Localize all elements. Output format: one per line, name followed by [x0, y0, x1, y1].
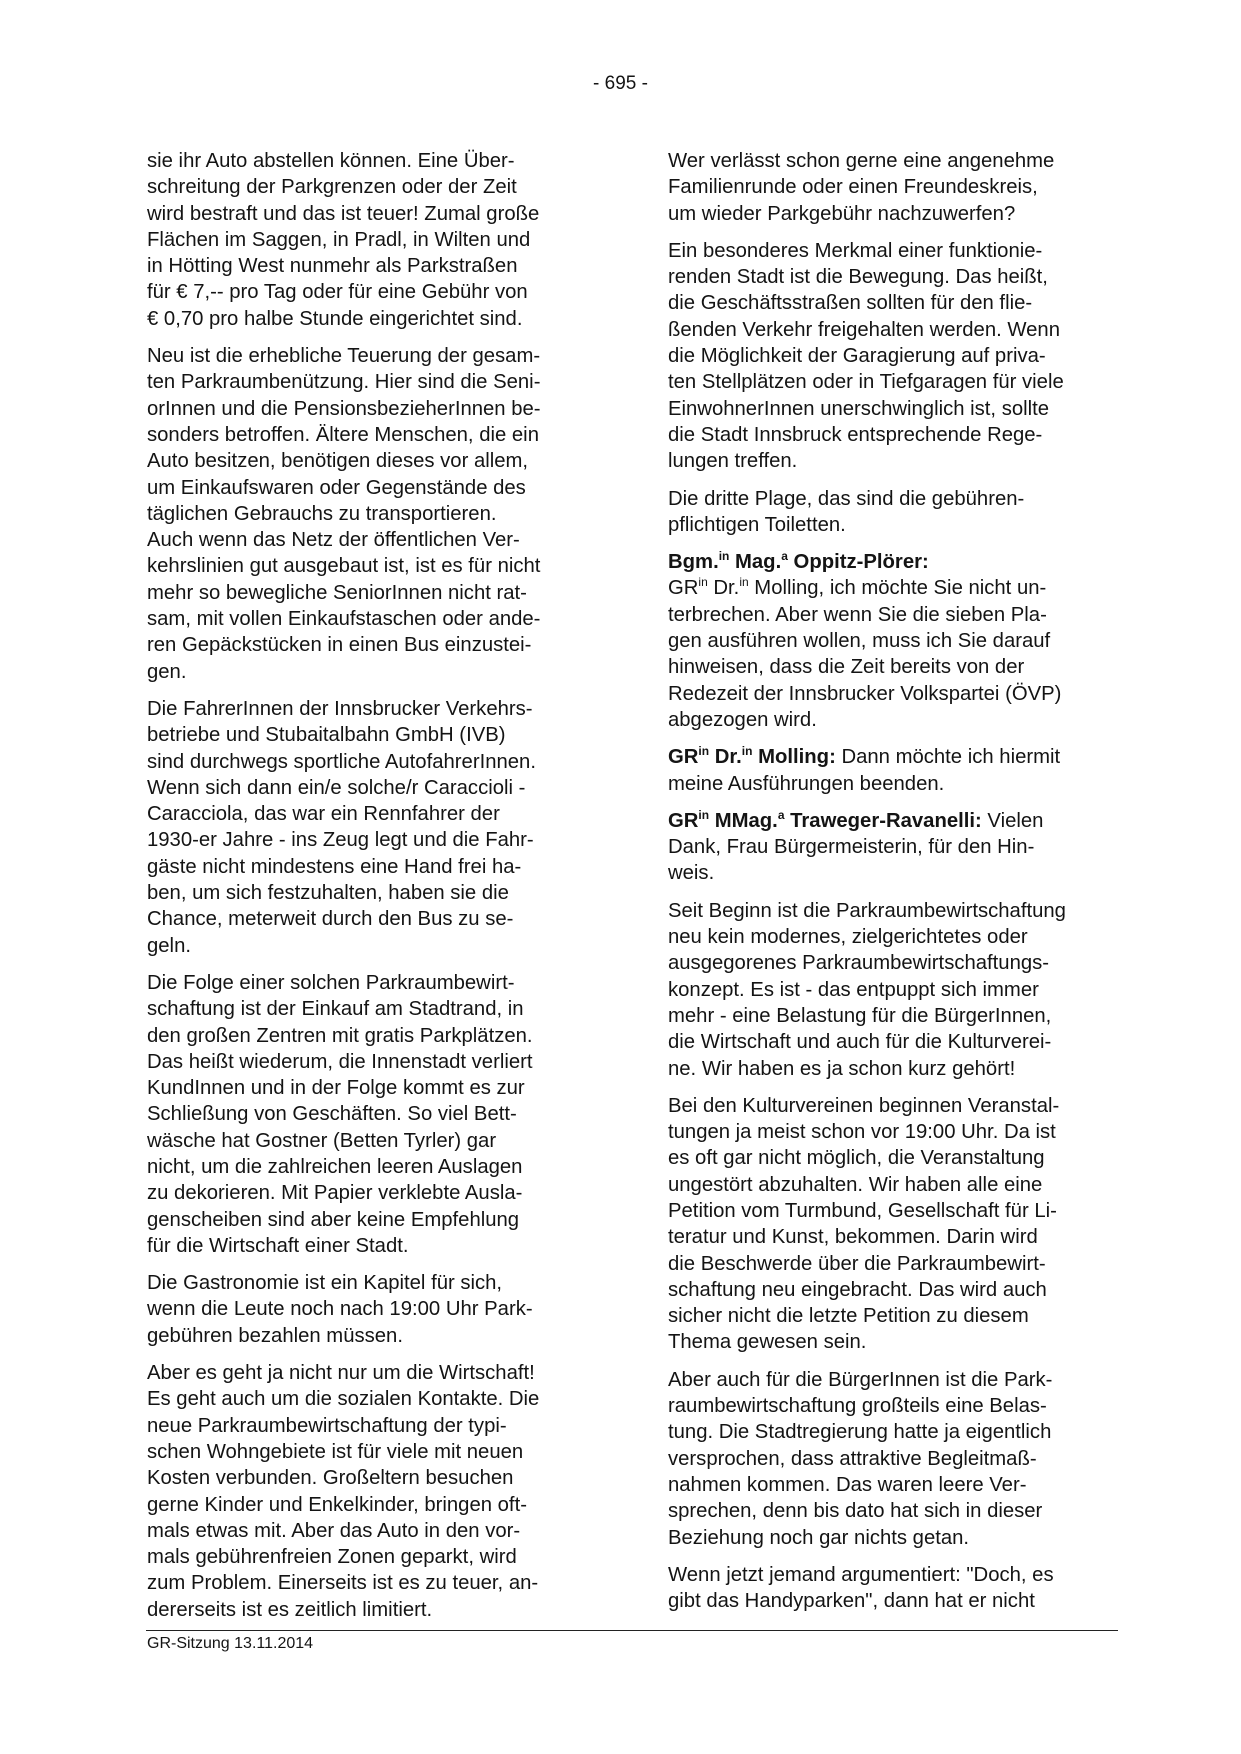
text-line: EinwohnerInnen unerschwinglich ist, sollte	[668, 397, 1050, 420]
text-line: Die Folge einer solchen Parkraumbewirt-	[147, 971, 515, 994]
text-line: meine Ausführungen beenden.	[668, 772, 945, 795]
text-line: täglichen Gebrauchs zu transportieren.	[147, 502, 497, 525]
text-line: $GR^{in}$ Dr.$^{in}$ Molling, ich möchte Sie nicht un-	[668, 575, 1047, 600]
text-line: gibt das Handyparken", dann hat er nicht	[668, 1590, 1035, 1613]
paragraph	[147, 696, 602, 959]
speaker-name: $GR^{in}$ MMag.$^a$ Traweger-Ravanelli:	[668, 807, 982, 832]
text-line: zu dekorieren. Mit Papier verklebte Ausla-	[147, 1182, 523, 1205]
text-line: terbrechen. Aber wenn Sie die sieben Pla-	[668, 603, 1047, 626]
text-line: den großen Zentren mit gratis Parkplätzen.	[147, 1024, 533, 1047]
text-line: die Stadt Innsbruck entsprechende Rege-	[668, 423, 1043, 446]
speaker-name: $GR^{in}$ Dr.$^{in}$ Molling:	[668, 744, 836, 769]
text-line: in Hötting West nunmehr als Parkstraßen	[147, 255, 518, 278]
speech-paragraph	[668, 744, 1123, 797]
text-line: schaftung ist der Einkauf am Stadtrand, in	[147, 998, 524, 1021]
text-line: $GR^{in}$ Dr.$^{in}$ Molling: Dann möchte ich hiermit	[668, 744, 1061, 769]
text-line: Thema gewesen sein.	[668, 1331, 867, 1354]
text-line: Die FahrerInnen der Innsbrucker Verkehrs-	[147, 697, 533, 720]
text-line: tungen ja meist schon vor 19:00 Uhr. Da ist	[668, 1121, 1056, 1144]
text-line: pflichtigen Toiletten.	[668, 513, 846, 536]
paragraph	[668, 1367, 1123, 1551]
text-line: Neu ist die erhebliche Teuerung der gesam-	[147, 345, 541, 368]
text-line: renden Stadt ist die Bewegung. Das heißt,	[668, 266, 1048, 289]
paragraph	[668, 898, 1123, 1082]
text-line: Wer verlässt schon gerne eine angenehme	[668, 150, 1055, 172]
text-line: mehr so bewegliche SeniorInnen nicht rat-	[147, 581, 527, 604]
text-line: ben, um sich festzuhalten, haben sie die	[147, 882, 509, 905]
text-line: abgezogen wird.	[668, 708, 817, 731]
text-line: dererseits ist es zeitlich limitiert.	[147, 1598, 433, 1621]
text-line: Familienrunde oder einen Freundeskreis,	[668, 176, 1038, 199]
text-line: sicher nicht die letzte Petition zu diesem	[668, 1305, 1029, 1328]
text-line: die Wirtschaft und auch für die Kulturverei-	[668, 1031, 1052, 1054]
text-line: Schließung von Geschäften. So viel Bett-	[147, 1103, 517, 1126]
text-line: ausgegorenes Parkraumbewirtschaftungs-	[668, 952, 1050, 975]
text-line: Flächen im Saggen, in Pradl, in Wilten und	[147, 228, 531, 251]
text-line: die Beschwerde über die Parkraumbewirt-	[668, 1252, 1046, 1275]
footer-session-label: GR-Sitzung 13.11.2014	[147, 1635, 314, 1652]
text-line: schaftung neu eingebracht. Das wird auch	[668, 1278, 1047, 1301]
speech-paragraph	[668, 549, 1123, 733]
text-line: Redezeit der Innsbrucker Volkspartei (ÖVP)	[668, 682, 1062, 705]
speech-paragraph	[668, 808, 1123, 887]
text-line: orInnen und die PensionsbezieherInnen be-	[147, 397, 541, 420]
text-line: sprechen, denn bis dato hat sich in dieser	[668, 1500, 1043, 1523]
text-line: Auch wenn das Netz der öffentlichen Ver-	[147, 529, 520, 552]
text-line: sind durchwegs sportliche AutofahrerInnen.	[147, 750, 536, 773]
text-line: konzept. Es ist - das entpuppt sich immer	[668, 978, 1039, 1001]
text-line: für die Wirtschaft einer Stadt.	[147, 1234, 409, 1257]
text-line: schreitung der Parkgrenzen oder der Zeit	[147, 176, 517, 199]
text-line: Auto besitzen, benötigen dieses vor allem,	[147, 450, 529, 473]
text-line: um Einkaufswaren oder Gegenstände des	[147, 476, 526, 499]
text-line: die Geschäftsstraßen sollten für den flie-	[668, 292, 1033, 315]
text-line: KundInnen und in der Folge kommt es zur	[147, 1077, 525, 1100]
paragraph	[147, 970, 602, 1259]
right-column	[668, 148, 1123, 1625]
text-line: Caracciola, das war ein Rennfahrer der	[147, 803, 500, 826]
text-line: 1930-er Jahre - ins Zeug legt und die Fahr-	[147, 829, 534, 852]
paragraph	[147, 1270, 602, 1349]
text-line: es oft gar nicht möglich, die Veranstaltung	[668, 1147, 1045, 1170]
paragraph	[668, 486, 1123, 539]
text-line: € 0,70 pro halbe Stunde eingerichtet sind.	[147, 307, 523, 330]
text-line: versprochen, dass attraktive Begleitmaß-	[668, 1447, 1037, 1470]
text-line: geln.	[147, 934, 191, 957]
paragraph	[147, 148, 602, 332]
text-line: Bei den Kulturvereinen beginnen Veranstal-	[668, 1094, 1060, 1117]
text-line: Die dritte Plage, das sind die gebühren-	[668, 487, 1025, 510]
text-line: wenn die Leute noch nach 19:00 Uhr Park-	[147, 1298, 533, 1321]
text-line: Aber auch für die BürgerInnen ist die Park-	[668, 1368, 1053, 1391]
paragraph	[668, 1093, 1123, 1356]
text-line: Kosten verbunden. Großeltern besuchen	[147, 1467, 514, 1490]
text-line: sonders betroffen. Ältere Menschen, die ein	[147, 423, 539, 446]
text-line: mals gebührenfreien Zonen geparkt, wird	[147, 1546, 517, 1569]
text-line: gebühren bezahlen müssen.	[147, 1324, 403, 1347]
text-line: $GR^{in}$ MMag.$^a$ Traweger-Ravanelli: Vielen	[668, 807, 1044, 832]
text-line: Chance, meterweit durch den Bus zu se-	[147, 908, 514, 931]
footer-divider	[146, 1630, 1118, 1631]
text-line: raumbewirtschaftung großteils eine Belas-	[668, 1395, 1047, 1418]
text-line: ten Parkraumbenützung. Hier sind die Seni-	[147, 371, 541, 394]
text-line: gen ausführen wollen, muss ich Sie darauf	[668, 630, 1051, 653]
text-line: um wieder Parkgebühr nachzuwerfen?	[668, 202, 1016, 225]
text-line: tung. Die Stadtregierung hatte ja eigentlich	[668, 1421, 1052, 1444]
paragraph	[668, 1562, 1123, 1615]
text-line: kehrslinien gut ausgebaut ist, ist es für nicht	[147, 555, 541, 578]
paragraph	[668, 238, 1123, 475]
paragraph	[668, 148, 1123, 227]
speaker-name: Bgm.$^{in}$ Mag.$^a$ Oppitz-Plörer:	[668, 549, 929, 574]
text-line: neue Parkraumbewirtschaftung der typi-	[147, 1414, 507, 1437]
paragraph	[147, 343, 602, 685]
text-line: lungen treffen.	[668, 450, 798, 473]
text-line: sam, mit vollen Einkaufstaschen oder ande-	[147, 608, 541, 631]
text-line: Ein besonderes Merkmal einer funktionie-	[668, 239, 1043, 262]
page-number: - 695 -	[593, 73, 648, 94]
text-line: ungestört abzuhalten. Wir haben alle eine	[668, 1173, 1043, 1196]
text-line: Beziehung noch gar nichts getan.	[668, 1526, 970, 1549]
text-line: Seit Beginn ist die Parkraumbewirtschaftung	[668, 899, 1066, 922]
text-line: Dank, Frau Bürgermeisterin, für den Hin-	[668, 836, 1035, 859]
text-line: wäsche hat Gostner (Betten Tyrler) gar	[147, 1129, 497, 1152]
text-line: mehr - eine Belastung für die BürgerInnen,	[668, 1004, 1052, 1027]
text-line: mals etwas mit. Aber das Auto in den vor-	[147, 1519, 521, 1542]
text-line: genscheiben sind aber keine Empfehlung	[147, 1208, 520, 1231]
text-line: weis.	[668, 862, 715, 885]
text-line: ten Stellplätzen oder in Tiefgaragen für viele	[668, 371, 1064, 394]
text-line: für € 7,-- pro Tag oder für eine Gebühr von	[147, 281, 528, 304]
text-line: gen.	[147, 660, 187, 683]
text-line: wird bestraft und das ist teuer! Zumal große	[147, 202, 540, 225]
text-line: ren Gepäckstücken in einen Bus einzustei-	[147, 634, 532, 657]
text-line: gäste nicht mindestens eine Hand frei ha-	[147, 855, 522, 878]
left-column	[147, 148, 602, 1634]
text-line: zum Problem. Einerseits ist es zu teuer, an-	[147, 1572, 539, 1595]
text-line: Wenn sich dann ein/e solche/r Caraccioli -	[147, 776, 526, 799]
text-line: Wenn jetzt jemand argumentiert: "Doch, es	[668, 1563, 1054, 1586]
text-line: schen Wohngebiete ist für viele mit neuen	[147, 1440, 524, 1463]
text-line: gerne Kinder und Enkelkinder, bringen oft-	[147, 1493, 527, 1516]
text-line: die Möglichkeit der Garagierung auf priva-	[668, 345, 1046, 368]
text-line: ßenden Verkehr freigehalten werden. Wenn	[668, 318, 1060, 341]
text-line: betriebe und Stubaitalbahn GmbH (IVB)	[147, 724, 506, 747]
text-line: Es geht auch um die sozialen Kontakte. Die	[147, 1388, 540, 1411]
text-line: Petition vom Turmbund, Gesellschaft für Li-	[668, 1199, 1057, 1222]
paragraph	[147, 1360, 602, 1623]
text-line: ne. Wir haben es ja schon kurz gehört!	[668, 1057, 1016, 1080]
text-line: Die Gastronomie ist ein Kapitel für sich,	[147, 1272, 503, 1295]
text-line: sie ihr Auto abstellen können. Eine Über-	[147, 150, 515, 172]
text-line: teratur und Kunst, bekommen. Darin wird	[668, 1226, 1038, 1249]
text-line: hinweisen, dass die Zeit bereits von der	[668, 656, 1025, 679]
text-line: nahmen kommen. Das waren leere Ver-	[668, 1473, 1027, 1496]
text-line: Das heißt wiederum, die Innenstadt verliert	[147, 1050, 533, 1073]
text-line: neu kein modernes, zielgerichtetes oder	[668, 926, 1028, 949]
text-line: nicht, um die zahlreichen leeren Auslagen	[147, 1155, 523, 1178]
text-line: Aber es geht ja nicht nur um die Wirtschaft!	[147, 1362, 535, 1385]
